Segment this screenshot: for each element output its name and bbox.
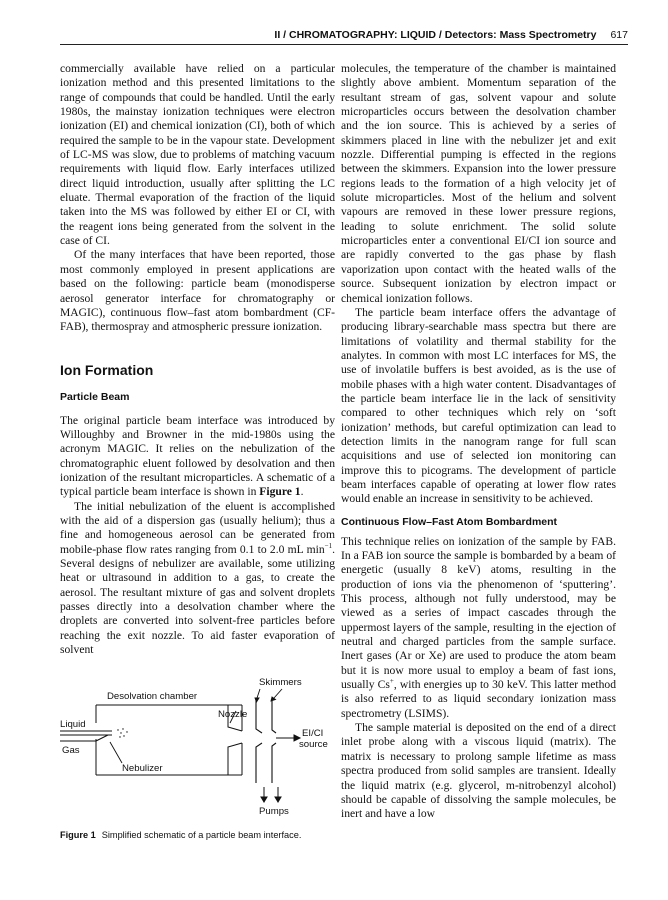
figure-caption xyxy=(60,829,335,841)
caption-text: Simplified schematic of a particle beam interface. xyxy=(101,830,302,841)
punctuation: . xyxy=(300,485,304,499)
paragraph-text: . Several designs of nebulizer are available, some utilizing heat or ultrasound in addition to a gas, to create the aerosol. The resultant mixture of gas and solvent droplets passes directly into a desolvation chamber where the droplets are converted into solvent-free particles before reaching the exit nozzle. To aid faster evaporation of solvent xyxy=(60,542,335,657)
label-pumps: Pumps xyxy=(259,806,289,818)
right-column xyxy=(341,62,616,822)
paragraph-text: This technique relies on ionization of the sample by FAB. In a FAB ion source the sample is bombarded by a beam of energetic (usually 8 keV) atoms, resulting in the production of ions via the phenomenon of ‘sputtering’. This process, although not fully understood, may be viewed as a series of impact cascades through the uppermost layers of the sample, resulting in the ejection of neutral and charged particles from the sample surface. Inert gases (Ar or Xe) are used to produce the atom beam but it is now more usual to employ a beam of fast ions, usually Cs xyxy=(341,534,616,692)
pump-arrows xyxy=(261,787,281,802)
paragraph: Of the many interfaces that have been reported, those most commonly employed in present applications are based on the following: particle beam (monodisperse aerosol generator interface for chromatography or MAGIC), continuous flow–fast atom bombardment (CF-FAB), thermospray and atmospheric pressure ionization. xyxy=(60,248,335,334)
paragraph: The sample material is deposited on the end of a direct inlet probe along with a viscous liquid (matrix). The matrix is necessary to prolong sample lifetime as mass spectra produced from solid samples are transient. Ideally the liquid matrix (e.g. glycerol, m-nitrobenzyl alcohol) should be capable of dissolving the sample molecules, be inert and have a low xyxy=(341,721,616,821)
particle-beam-schematic xyxy=(60,675,335,825)
running-title: II / CHROMATOGRAPHY: LIQUID / Detectors: Mass Spectrometry xyxy=(274,29,597,41)
subsection-heading: Continuous Flow–Fast Atom Bombardment xyxy=(341,515,558,528)
label-nozzle: Nozzle xyxy=(218,709,248,721)
running-header xyxy=(60,28,628,45)
section-heading: Ion Formation xyxy=(60,361,154,378)
paragraph-text: The initial nebulization of the eluent is accomplished with the aid of a dispersion gas (usually helium); thus a fine and homogeneous aerosol can be generated from mobile-phase flow rates ranging from 0.1 to 2.0 mL min xyxy=(60,499,335,556)
left-column xyxy=(60,62,335,841)
liquid-inlet xyxy=(60,731,112,735)
page-number: 617 xyxy=(610,29,628,41)
paragraph: molecules, the temperature of the chamber is maintained slightly above ambient. Momentum separation of the resultant stream of gas, solvent vapour and solute microparticles occurs between the desolvation chamber and the ion source. This is achieved by a series of skimmers placed in line with the nebulizer jet and exit nozzle. Differential pumping is effected in the regions between the skimmers. Expansion into the lower pressure regions leads to the formation of a high velocity jet of solute microparticles. Most of the helium and solvent vapours are removed in these lower pressure regions, leading to solute enrichment. The solid solute microparticles enter a conventional EI/CI ion source and are rapidly converted to the gas phase by flash vaporization upon contact with the heated walls of the source. Subsequent ionization by electron impact or chemical ionization follows. xyxy=(341,62,616,305)
label-desolvation-chamber: Desolvation chamber xyxy=(107,691,198,703)
source-arrow xyxy=(276,735,300,741)
gas-inlet xyxy=(60,735,108,741)
label-source: source xyxy=(299,739,328,751)
label-skimmers: Skimmers xyxy=(259,677,302,689)
skimmer-arrows xyxy=(255,689,282,702)
label-liquid: Liquid xyxy=(60,719,86,731)
superscript: −1 xyxy=(324,541,333,550)
skimmers xyxy=(256,699,276,783)
paragraph: The particle beam interface offers the advantage of producing library-searchable mass spectra but there are limitations of volatility and thermal stability for the analytes. In common with most LC interfaces for MS, the use of involatile buffers is best avoided, as is the use of mobile phases with a high water content. Disadvantages of the particle beam interface lie in the lack of sensitivity compared to other techniques which rely on ‘soft ionization’ methods, but careful optimization can lead to detection limits in the nanogram range for full scan acquisitions and use of selected ion monitoring can improve this to picograms. The development of particle beam interfaces capable of operating at lower flow rates would enable an increase in sensitivity to be achieved. xyxy=(341,305,616,506)
paragraph-text: , with energies up to 30 keV. This latter method is also referred to as liquid secondary ionization mass spectrometry (LSIMS). xyxy=(341,678,616,720)
nebulizer-spray xyxy=(117,729,127,738)
paragraph xyxy=(60,414,335,500)
paragraph xyxy=(341,535,616,721)
superscript: + xyxy=(389,677,394,686)
label-ei-ci: EI/CI xyxy=(302,728,324,740)
figure-1 xyxy=(60,675,335,841)
figure-reference: Figure 1 xyxy=(259,485,301,499)
caption-label: Figure 1 xyxy=(60,830,96,841)
label-gas: Gas xyxy=(62,745,80,757)
label-nebulizer: Nebulizer xyxy=(122,763,163,775)
subsection-heading: Particle Beam xyxy=(60,390,130,403)
paragraph: commercially available have relied on a particular ionization method and this presented limitations to the range of compounds that could be handled. Until the early 1980s, the mainstay ionization techniques were electron ionization (EI) and chemical ionization (CI), both of which required the sample to be in the vapour state. Development of LC-MS was slow, due to problems of matching vacuum requirements with liquid flow. Early interfaces utilized direct liquid introduction, usually after splitting the LC eluate. Thermal evaporation of the fraction of the liquid taken into the MS was followed by either EI or CI, with the reagent ions being generated from the solvent in the case of CI. xyxy=(60,62,335,248)
nebulizer-pointer xyxy=(110,742,122,763)
paragraph xyxy=(60,500,335,658)
paragraph-text: The original particle beam interface was introduced by Willoughby and Browner in the mid-1980s using the acronym MAGIC. It relies on the nebulization of the chromatographic eluent followed by desolvation and then ionization of the resultant microparticles. A schematic of a typical particle beam interface is shown in xyxy=(60,413,335,499)
